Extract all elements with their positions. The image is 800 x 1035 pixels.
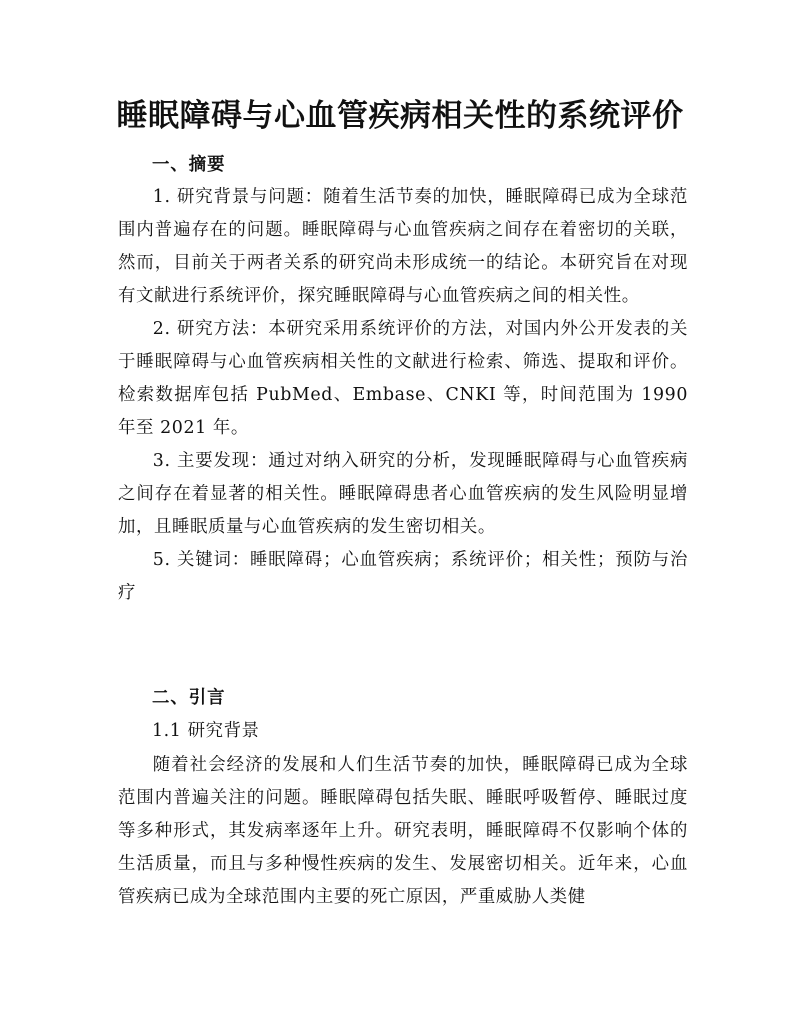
abstract-paragraph-methods: 2. 研究方法：本研究采用系统评价的方法，对国内外公开发表的关于睡眠障碍与心血管疾病相关性的文献进行检索、筛选、提取和评价。检索数据库包括 PubMed、Embase、CNKI 等，时间范围为 1990 年至 2021 年。 (118, 319, 688, 438)
abstract-paragraph-findings: 3. 主要发现：通过对纳入研究的分析，发现睡眠障碍与心血管疾病之间存在着显著的相关性。睡眠障碍患者心血管疾病的发生风险明显增加，且睡眠质量与心血管疾病的发生密切相关。 (118, 451, 688, 537)
introduction-body (118, 749, 688, 914)
abstract-paragraph-background: 1. 研究背景与问题：随着生活节奏的加快，睡眠障碍已成为全球范围内普遍存在的问题。睡眠障碍与心血管疾病之间存在着密切的关联，然而，目前关于两者关系的研究尚未形成统一的结论。本研究旨在对现有文献进行系统评价，探究睡眠障碍与心血管疾病之间的相关性。 (118, 187, 688, 306)
subsection-heading-background: 1.1 研究背景 (152, 721, 260, 741)
section-heading-introduction: 二、引言 (152, 688, 226, 708)
abstract-paragraph-keywords: 5. 关键词：睡眠障碍；心血管疾病；系统评价；相关性；预防与治疗 (118, 550, 688, 603)
introduction-paragraph: 随着社会经济的发展和人们生活节奏的加快，睡眠障碍已成为全球范围内普遍关注的问题。睡眠障碍包括失眠、睡眠呼吸暂停、睡眠过度等多种形式，其发病率逐年上升。研究表明，睡眠障碍不仅影响个体的生活质量，而且与多种慢性疾病的发生、发展密切相关。近年来，心血管疾病已成为全球范围内主要的死亡原因，严重威胁人类健 (118, 755, 688, 907)
abstract-body (118, 181, 688, 610)
document-title: 睡眠障碍与心血管疾病相关性的系统评价 (116, 98, 684, 134)
section-heading-abstract: 一、摘要 (152, 155, 226, 175)
